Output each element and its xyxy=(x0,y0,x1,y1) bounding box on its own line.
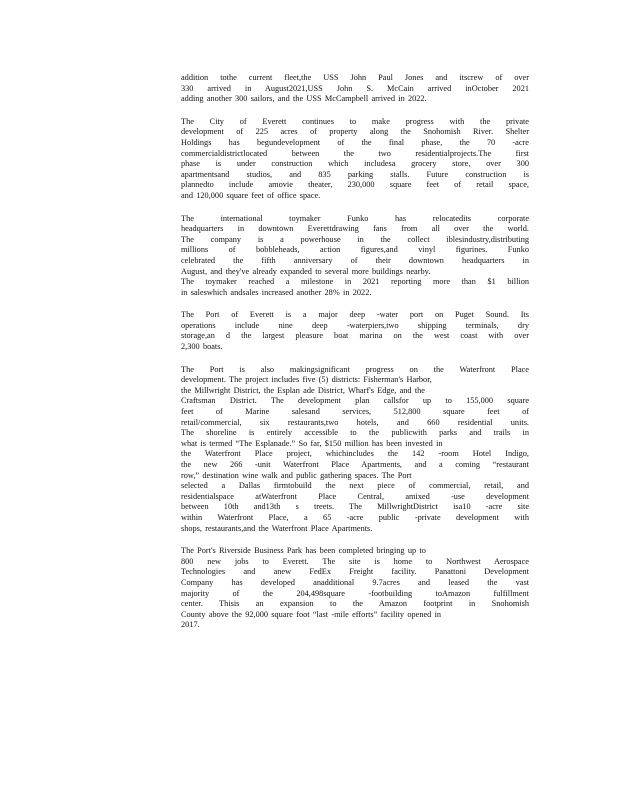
text-line: majority of the 204,498square -footbuilding toAmazon fulfillment xyxy=(181,588,529,598)
document-page xyxy=(181,73,529,643)
text-line: August, and they've already expanded to several more buildings nearby. xyxy=(181,266,431,276)
text-line: The international toymaker Funko has relocatedits corporate xyxy=(181,213,529,223)
paragraph-waterfront-place xyxy=(181,365,529,535)
text-line: The City of Everett continues to make progress with the private xyxy=(181,116,529,126)
text-line: Technologies and anew FedEx Freight facility. Panattoni Development xyxy=(181,567,529,577)
paragraph-funko xyxy=(181,214,529,299)
text-line: Holdings has begundevelopment of the final phase, the 70 -acre xyxy=(181,137,529,147)
text-line: storage,an d the largest pleasure boat marina on the west coast with over xyxy=(181,331,529,341)
text-line: commercialdistrictlocated between the two residentialprojects.The first xyxy=(181,148,529,158)
paragraph-riverside-business-park xyxy=(181,546,529,631)
text-line: millions of bobbleheads, action figures,and vinyl figurines. Funko xyxy=(181,245,529,255)
text-line: center. Thisis an expansion to the Amazon footprint in Snohomish xyxy=(181,599,529,609)
text-line: between 10th and13th s treets. The MillwrightDistrict isa10 -acre site xyxy=(181,502,529,512)
text-line: development. The project includes five (5) districts: Fisherman's Harbor, xyxy=(181,375,432,385)
paragraph-port-overview xyxy=(181,310,529,352)
text-line: 800 new jobs to Everett. The site is home to Northwest Aerospace xyxy=(181,556,529,566)
text-line: Craftsman District. The development plan callsfor up to 155,000 square xyxy=(181,396,529,406)
text-line: phase is under construction which includesa grocery store, over 300 xyxy=(181,159,529,169)
text-line: what is termed “The Esplanade.” So far, $150 million has been invested in xyxy=(181,438,443,448)
text-line: County above the 92,000 square foot “last -mile efforts” facility opened in xyxy=(181,609,442,619)
text-line: The toymaker reached a milestone in 2021 reporting more than $1 billion xyxy=(181,277,529,287)
text-line: the Waterfront Place project, whichincludes the 142 -room Hotel Indigo, xyxy=(181,449,529,459)
text-line: 2,300 boats. xyxy=(181,342,223,352)
text-line: plannedto include amovie theater, 230,000 square feet of retail space, xyxy=(181,180,529,190)
text-line: and 120,000 square feet of office space. xyxy=(181,190,321,200)
text-line: row,” destination wine walk and public gathering spaces. The Port xyxy=(181,470,412,480)
text-line: selected a Dallas firmtobuild the next piece of commercial, retail, and xyxy=(181,481,529,491)
text-line: The shoreline is entirely accessible to the publicwith parks and trails in xyxy=(181,428,529,438)
text-line: The Port's Riverside Business Park has been completed bringing up to xyxy=(181,546,426,556)
text-line: feet of Marine salesand services, 512,800 square feet of xyxy=(181,407,529,417)
text-line: the new 266 -unit Waterfront Place Apartments, and a coming “restaurant xyxy=(181,460,529,469)
text-line: Company has developed anadditional 9.7acres and leased the vast xyxy=(181,577,529,587)
paragraph-river-development xyxy=(181,117,529,202)
paragraph-navy-fleet xyxy=(181,73,529,105)
text-line: headquarters in downtown Everettdrawing fans from all over the world. xyxy=(181,224,529,234)
text-line: addition tothe current fleet,the USS John Paul Jones and itscrew of over xyxy=(181,73,529,82)
text-line: within Waterfront Place, a 65 -acre public -private development with xyxy=(181,512,529,522)
text-line: adding another 300 sailors, and the USS McCampbell arrived in 2022. xyxy=(181,94,427,104)
text-line: retail/commercial, six restaurants,two hotels, and 660 residential units. xyxy=(181,417,529,427)
text-line: in saleswhich andsales increased another 28% in 2022. xyxy=(181,287,372,297)
text-line: The company is a powerhouse in the collect iblesindustry,distributing xyxy=(181,234,529,244)
text-line: The Port of Everett is a major deep -water port on Puget Sound. Its xyxy=(181,310,529,320)
text-line: development of 225 acres of property along the Snohomish River. Shelter xyxy=(181,127,529,137)
text-line: residentialspace atWaterfront Place Central, amixed -use development xyxy=(181,491,529,501)
text-line: 2017. xyxy=(181,620,200,630)
text-line: shops, restaurants,and the Waterfront Place Apartments. xyxy=(181,523,373,533)
text-line: operations include nine deep -waterpiers,two shipping terminals, dry xyxy=(181,320,529,330)
text-line: the Millwright District, the Esplan ade District, Wharf's Edge, and the xyxy=(181,385,425,395)
text-line: 330 arrived in August2021,USS John S. McCain arrived inOctober 2021 xyxy=(181,83,529,93)
text-line: The Port is also makingsignificant progress on the Waterfront Place xyxy=(181,364,529,374)
text-line: celebrated the fifth anniversary of their downtown headquarters in xyxy=(181,255,529,265)
text-line: apartmentsand studios, and 835 parking stalls. Future construction is xyxy=(181,169,529,179)
